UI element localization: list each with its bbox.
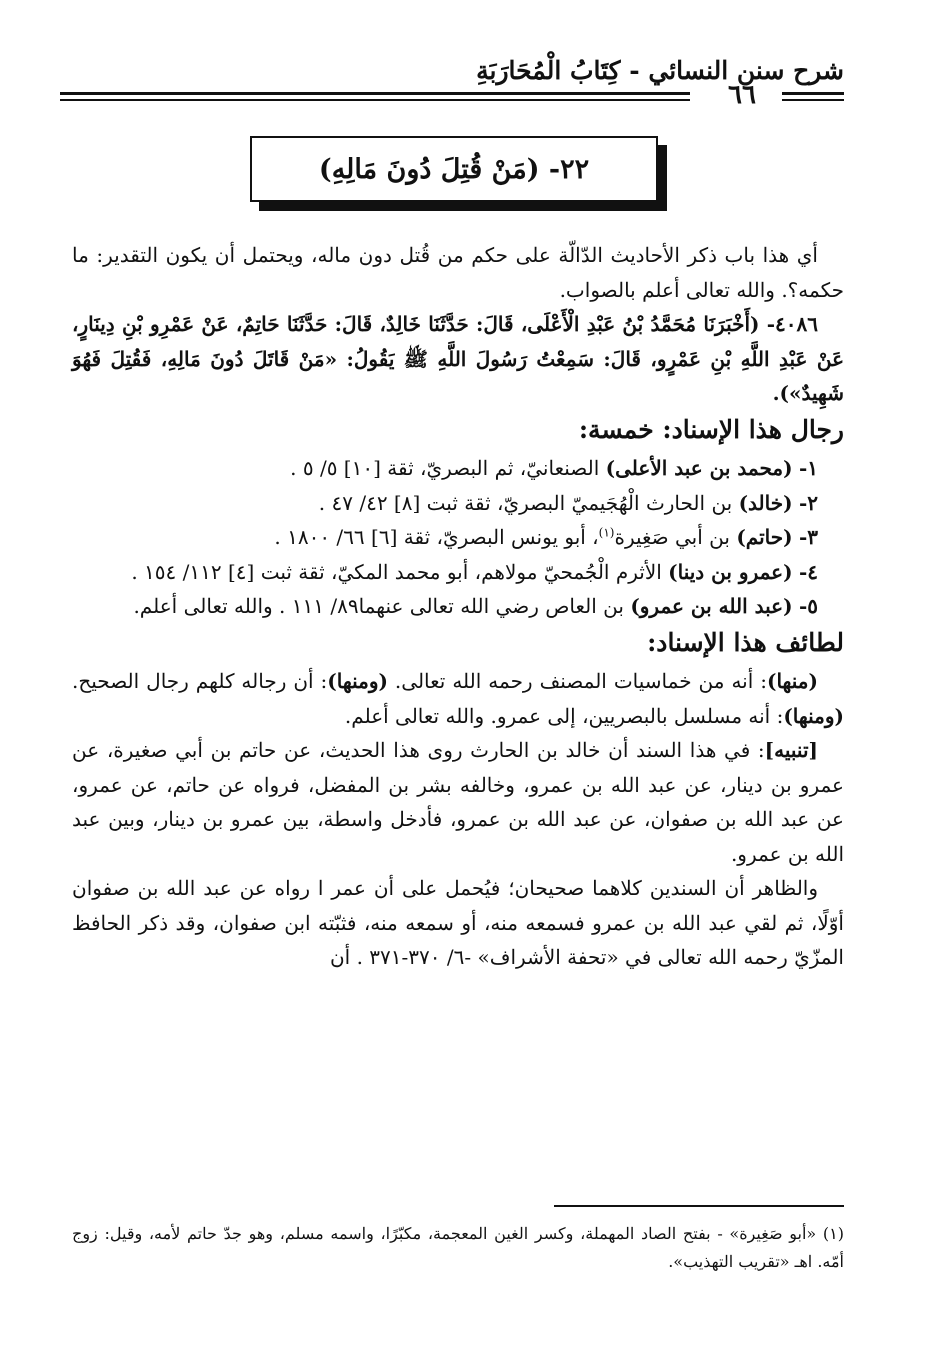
main-text [72, 238, 844, 975]
narrator-number: ٥- [798, 594, 818, 618]
narrator-details: بن العاص رضي الله تعالى عنهما٨٩/ ١١١ . والله تعالى أعلم. [133, 594, 631, 618]
hadith-text: ٤٠٨٦- (أَخْبَرَنَا مُحَمَّدُ بْنُ عَبْدِ الْأَعْلَى، قَالَ: حَدَّثَنَا خَالِدٌ، قَالَ: حَدَّثَنَا حَاتِمٌ، عَنْ عَمْرِو بْنِ دِينَارٍ، عَنْ عَبْدِ اللَّهِ بْنِ عَمْرٍو، قَالَ: سَمِعْتُ رَسُولَ اللَّهِ ﷺ يَقُولُ: «مَنْ قَاتَلَ دُونَ مَالِهِ، فَقُتِلَ فَهُوَ شَهِيدٌ»). [72, 312, 844, 405]
narrator-item [72, 451, 844, 486]
narrator-item [72, 486, 844, 521]
text-run: : أنه من خماسيات المصنف رحمه الله تعالى. [387, 669, 767, 693]
narrator-details: بن أبي صَغِيرة [614, 525, 737, 549]
narrator-name: (حاتم) [736, 525, 793, 549]
narrators-heading: رجال هذا الإسناد: خمسة: [578, 414, 844, 444]
narrator-name: (خالد) [738, 490, 793, 515]
tanbih-paragraph [72, 733, 844, 871]
text-run: : أن رجاله كلهم رجال الصحيح. [72, 669, 328, 693]
chapter-title: ٢٢- (مَنْ قُتِلَ دُونَ مَالِهِ) [318, 153, 590, 185]
narrator-number: ٣- [798, 525, 818, 549]
narrator-details: بن الحارث الْهُجَيميّ البصريّ، ثقة ثبت [٨] ٤٢/ ٤٧ . [318, 490, 739, 515]
narrator-details: ، أبو يونس البصريّ، ثقة [٦] ٦٦/ ١٨٠٠ . [274, 525, 599, 549]
narrator-name: (محمد بن عبد الأعلى) [605, 456, 793, 480]
narrator-details: الصنعانيّ، ثم البصريّ، ثقة [١٠] ٥/ ٥ . [290, 456, 606, 480]
footnote: (١) «أبو صَغِيرة» - بفتح الصاد المهملة، وكسر الغين المعجمة، مكبّرًا، واسمه مسلم، وهو جدّ حاتم لأمه، وقيل: زوج أمّه. اهـ «تقريب التهذيب». [72, 1224, 845, 1271]
narrator-details: الأثرم الْجُمحيّ مولاهم، أبو محمد المكيّ، ثقة ثبت [٤] ١١٢/ ١٥٤ . [131, 559, 669, 584]
narrator-name: (عمرو بن دينا) [668, 559, 793, 584]
bold-label: (منها) [767, 669, 818, 693]
text-run: : أنه مسلسل بالبصريين، إلى عمرو. والله تعالى أعلم. [344, 703, 784, 728]
narrator-item [72, 589, 844, 624]
footnote-marker[interactable]: (١) [598, 525, 615, 540]
lataif-heading: لطائف هذا الإسناد: [647, 627, 844, 657]
narrator-number: ٢- [798, 490, 818, 515]
text-run: : في هذا السند أن خالد بن الحارث روى هذا الحديث، عن حاتم بن أبي صغيرة، عن عمرو بن دينار، عن عبد الله بن عمرو، وخالفه بشر بن المفضل، فرواه عن حاتم، عن عمرو، عن عبد الله بن صفوان، عن عبد الله بن عمرو، فأدخل واسطة، بين عمرو بن دينار، وبين عبد الله بن عمرو. [72, 738, 844, 866]
page-number: ٦٦ [728, 80, 756, 110]
bold-label: (ومنها) [783, 703, 844, 728]
footnote-separator [554, 1205, 844, 1207]
bold-label: (ومنها) [327, 669, 388, 693]
narrator-number: ٤- [798, 559, 818, 584]
header-double-rule [60, 92, 690, 101]
narrator-number: ١- [798, 456, 818, 480]
conclusion-paragraph: والظاهر أن السندين كلاهما صحيحان؛ فيُحمل على أن عمر ا رواه عن عبد الله بن صفوان أوّلًا، ثم لقي عبد الله بن عمرو فسمعه منه، أو سمعه منه، فثبّته ابن صفوان، وقد ذكر الحافظ المزّيّ رحمه الله تعالى في «تحفة الأشراف» -٦/ ٣٧٠-٣٧١ . أن [72, 876, 844, 969]
bold-label: [تنبيه] [764, 738, 818, 762]
lataif-paragraph [72, 664, 844, 733]
chapter-title-box [250, 136, 658, 202]
intro-paragraph: أي هذا باب ذكر الأحاديث الدّالّة على حكم من قُتل دون ماله، ويحتمل أن يكون التقدير: ما حكمه؟. والله تعالى أعلم بالصواب. [72, 243, 844, 302]
running-header-title: شرح سنن النسائي - كِتَابُ الْمُحَارَبَةِ [476, 56, 844, 85]
narrator-item [72, 555, 844, 590]
header-page-rule [782, 92, 844, 101]
narrator-name: (عبد الله بن عمرو) [630, 594, 793, 618]
narrator-item [72, 520, 844, 555]
